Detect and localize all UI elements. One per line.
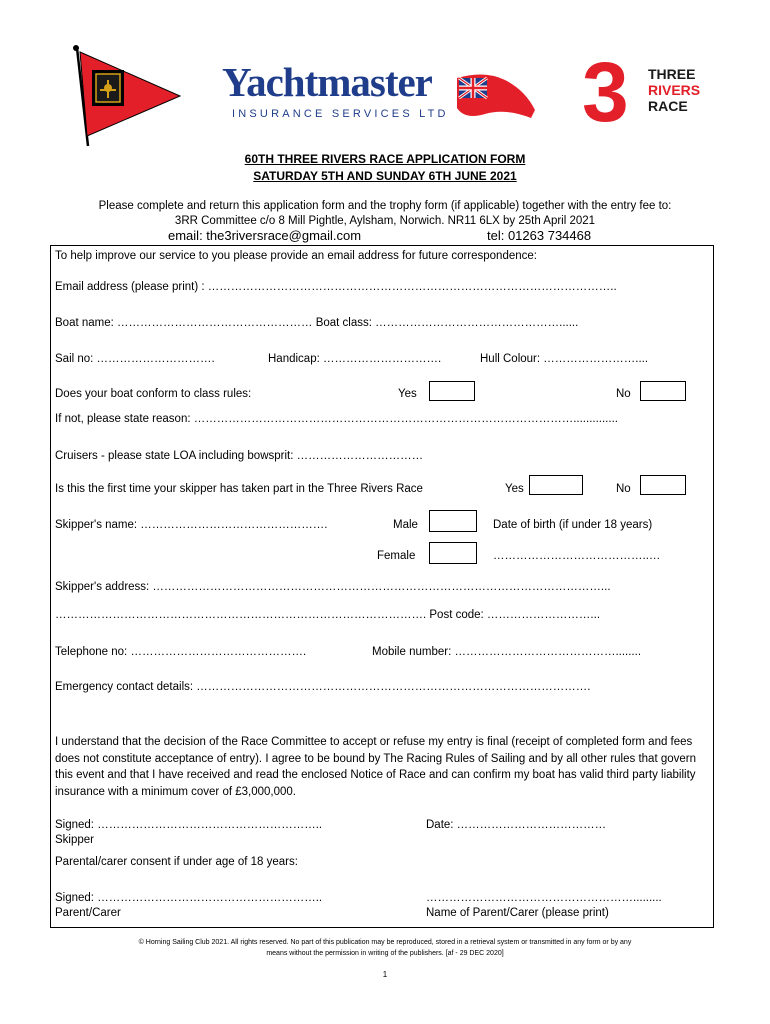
yachtmaster-subtitle: INSURANCE SERVICES LTD <box>232 108 449 120</box>
male-checkbox[interactable] <box>429 510 477 532</box>
parental-consent-label: Parental/carer consent if under age of 18 years: <box>55 856 298 868</box>
date-field[interactable]: Date: ………………………………… <box>426 819 607 831</box>
sail-no-field[interactable]: Sail no: …………………………. <box>55 353 215 365</box>
parent-role-label: Parent/Carer <box>55 907 121 919</box>
emergency-contact-field[interactable]: Emergency contact details: …………………………………………………………………………………………. <box>55 681 591 693</box>
mobile-field[interactable]: Mobile number: ……………………………………........ <box>372 646 642 658</box>
class-rules-yes-checkbox[interactable] <box>429 381 475 401</box>
intro-line-1: Please complete and return this application form and the trophy form (if applicable) together with the entry fee to: <box>98 200 672 212</box>
page-number: 1 <box>382 970 388 979</box>
date-of-birth-label: Date of birth (if under 18 years) <box>493 519 653 531</box>
class-rules-yes-label: Yes <box>398 388 417 400</box>
parent-name-label: Name of Parent/Carer (please print) <box>426 907 609 919</box>
first-time-no-label: No <box>616 483 631 495</box>
parent-signature-field[interactable]: Signed: ………………………………………………….. <box>55 892 323 904</box>
improve-note: To help improve our service to you please provide an email address for future correspondence: <box>55 250 537 262</box>
three-rivers-line2: RIVERS <box>648 82 701 98</box>
copyright-line-2: means without the permission in writing of the publishers. [af - 29 DEC 2020] <box>266 950 504 957</box>
address-postcode-field[interactable]: ……………………………………………………………………………………. Post code: ………………………... <box>55 609 601 621</box>
parent-name-field[interactable]: ………………………………………………......... <box>426 892 662 904</box>
yachtmaster-logo-text: Yachtmaster <box>222 59 432 105</box>
hull-colour-field[interactable]: Hull Colour: …………………….... <box>480 353 649 365</box>
first-time-question: Is this the first time your skipper has taken part in the Three Rivers Race <box>55 483 423 495</box>
class-rules-no-label: No <box>616 388 631 400</box>
class-rules-no-checkbox[interactable] <box>640 381 686 401</box>
three-rivers-numeral: 3 <box>582 45 629 139</box>
email-address-field[interactable]: Email address (please print) : …………………………………………………………………………………………….. <box>55 281 617 293</box>
contact-email: email: the3riversrace@gmail.com <box>168 228 362 243</box>
female-checkbox[interactable] <box>429 542 477 564</box>
skipper-name-field[interactable]: Skipper's name: …………………………………………. <box>55 519 328 531</box>
class-rules-question: Does your boat conform to class rules: <box>55 388 252 400</box>
female-label: Female <box>377 550 416 562</box>
declaration-text: I understand that the decision of the Race Committee to accept or refuse my entry is final (receipt of completed form and fees does not constitute acceptance of entry). I agree to be bound by The Racing Rules of Sailing and by all other rules that govern this event and that I have received and read the enclosed Notice of Race and can confirm my boat has valid third party liability insurance with a minimum cover of £3,000,000. <box>55 736 696 798</box>
form-title: 60TH THREE RIVERS RACE APPLICATION FORM <box>244 152 526 166</box>
skipper-signature-field[interactable]: Signed: ………………………………………………….. <box>55 819 323 831</box>
contact-telephone: tel: 01263 734468 <box>487 228 592 243</box>
male-label: Male <box>393 519 418 531</box>
handicap-field[interactable]: Handicap: …………………………. <box>268 353 442 365</box>
first-time-yes-checkbox[interactable] <box>529 475 583 495</box>
three-rivers-line3: RACE <box>648 98 688 114</box>
intro-line-2: 3RR Committee c/o 8 Mill Pightle, Aylsham, Norwich. NR11 6LX by 25th April 2021 <box>174 215 596 227</box>
skipper-role-label: Skipper <box>55 834 94 846</box>
skipper-address-field[interactable]: Skipper's address: ………………………………………………………………………………………………………... <box>55 581 611 593</box>
three-rivers-line1: THREE <box>648 66 696 82</box>
three-rivers-race-logo <box>582 45 701 139</box>
red-ensign-flag-icon <box>455 70 537 120</box>
club-burgee-logo <box>68 44 183 150</box>
telephone-field[interactable]: Telephone no: ………………………………………. <box>55 646 307 658</box>
first-time-no-checkbox[interactable] <box>640 475 686 495</box>
reason-field[interactable]: If not, please state reason: ……………………………………………………………………………………….............. <box>55 413 618 425</box>
first-time-yes-label: Yes <box>505 483 524 495</box>
form-dates: SATURDAY 5TH AND SUNDAY 6TH JUNE 2021 <box>253 169 517 183</box>
cruisers-loa-field[interactable]: Cruisers - please state LOA including bowsprit: …………………………… <box>55 450 424 462</box>
date-of-birth-field[interactable]: …………………………………..… <box>493 550 661 562</box>
copyright-line-1: © Horning Sailing Club 2021. All rights reserved. No part of this publication may be reproduced, stored in a retrieval system or transmitted in any form or by any <box>138 939 632 946</box>
boat-name-and-class-field[interactable]: Boat name: …………………………………………… Boat class: …………………………………………...... <box>55 317 579 329</box>
